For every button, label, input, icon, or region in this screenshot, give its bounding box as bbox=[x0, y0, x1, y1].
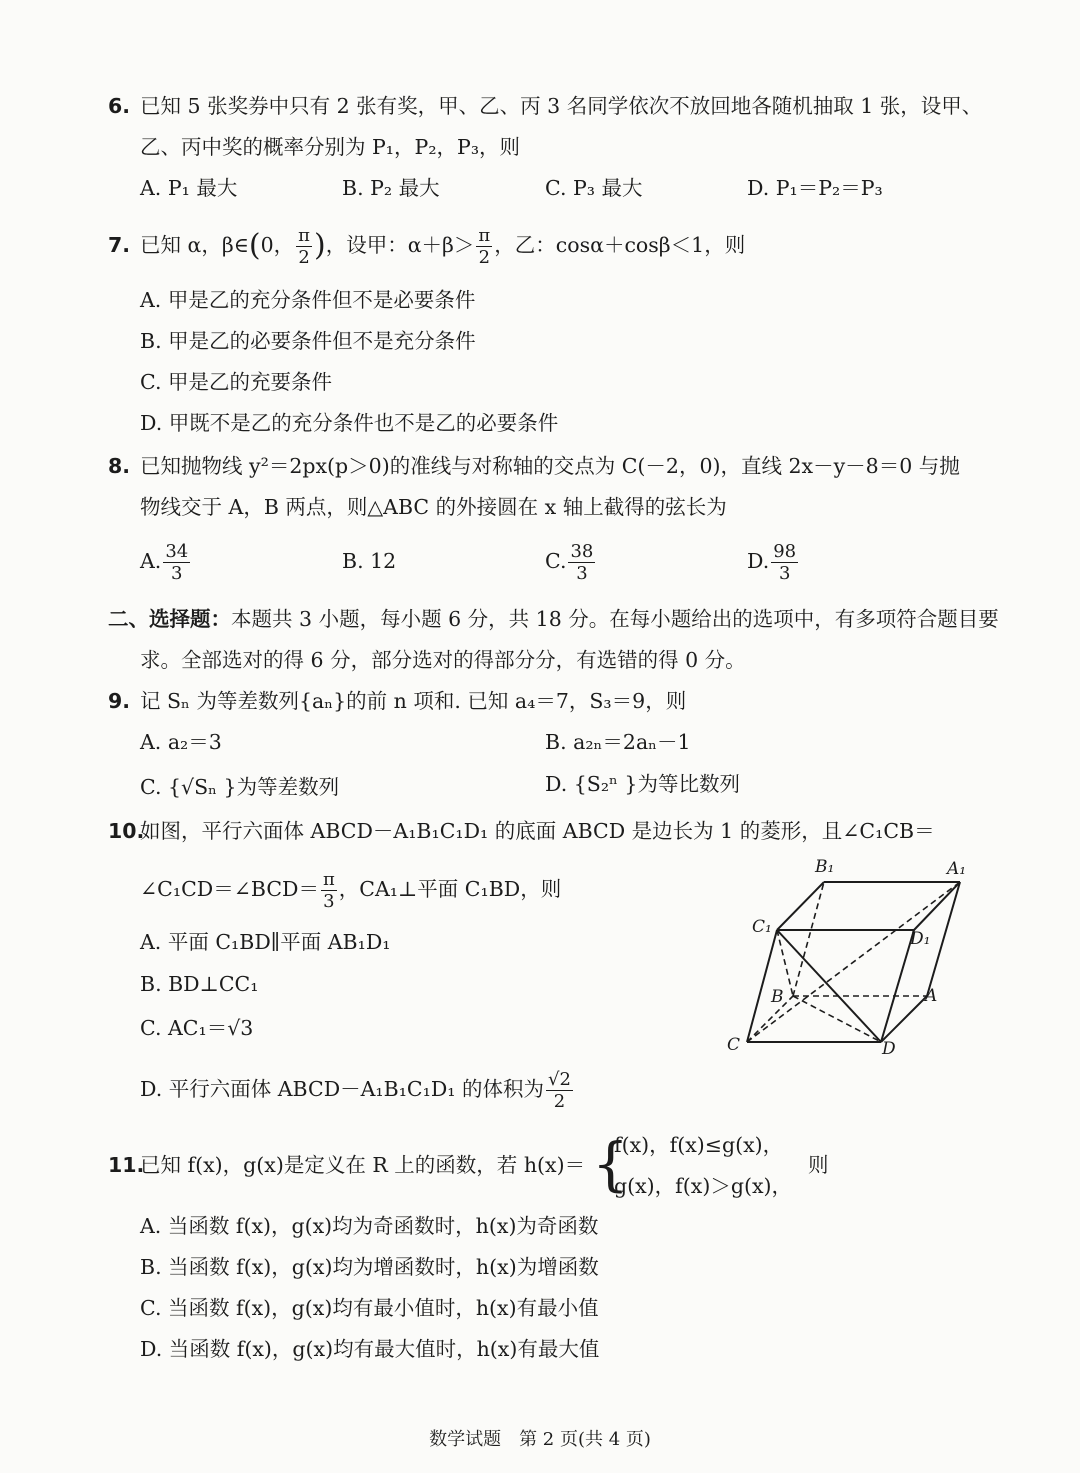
q7-option-c: C. 甲是乙的充要条件 bbox=[140, 370, 332, 394]
hidden-segment-b-d bbox=[793, 996, 881, 1042]
q10-option-b: B. BD⊥CC₁ bbox=[140, 972, 259, 996]
q11-stem-post: 则 bbox=[808, 1153, 829, 1177]
hidden-segment-c-a1 bbox=[747, 882, 960, 1042]
q11-number: 11. bbox=[108, 1153, 145, 1177]
q6-option-a: A. P₁ 最大 bbox=[140, 176, 238, 200]
q10-stem-line1: 如图，平行六面体 ABCD－A₁B₁C₁D₁ 的底面 ABCD 是边长为 1 的菱形，且∠C₁CB＝ bbox=[140, 819, 935, 843]
q8-option-c: C. $\frac{38}{3}$ bbox=[545, 540, 594, 584]
q6-number: 6. bbox=[108, 94, 131, 118]
q8-option-a: A. $\frac{34}{3}$ bbox=[140, 540, 189, 584]
q11-option-a: A. 当函数 f(x)，g(x)均为奇函数时，h(x)为奇函数 bbox=[140, 1214, 599, 1238]
label-a: A bbox=[925, 986, 938, 1006]
label-a1: A₁ bbox=[947, 859, 967, 879]
q7-interval-open: ( bbox=[248, 228, 261, 263]
q10-fraction-pi-over-3: $\frac{\pi}{3}$ bbox=[322, 868, 335, 912]
q11-option-d: D. 当函数 f(x)，g(x)均有最大值时，h(x)有最大值 bbox=[140, 1337, 600, 1361]
label-d: D bbox=[882, 1039, 896, 1059]
q7-option-d: D. 甲既不是乙的充分条件也不是乙的必要条件 bbox=[140, 411, 559, 435]
q9-option-b: B. a₂ₙ＝2aₙ－1 bbox=[545, 730, 691, 754]
page-footer: 数学试题 第 2 页(共 4 页) bbox=[429, 1429, 651, 1450]
label-b: B bbox=[771, 987, 784, 1007]
q11-option-b: B. 当函数 f(x)，g(x)均为增函数时，h(x)为增函数 bbox=[140, 1255, 599, 1279]
q7-stem-mid: ，设甲：α＋β＞ bbox=[325, 233, 475, 257]
q11-stem-pre: 已知 f(x)，g(x)是定义在 R 上的函数，若 h(x)＝ bbox=[140, 1153, 586, 1177]
edge-c-c1 bbox=[747, 930, 777, 1042]
q8-number: 8. bbox=[108, 454, 131, 478]
q8-stem-line2: 物线交于 A，B 两点，则△ABC 的外接圆在 x 轴上截得的弦长为 bbox=[140, 495, 727, 519]
label-c1: C₁ bbox=[752, 917, 772, 937]
segment-c1-d bbox=[777, 930, 881, 1042]
q6-stem-line2: 乙、丙中奖的概率分别为 P₁，P₂，P₃，则 bbox=[140, 135, 521, 159]
q10-option-d: D. 平行六面体 ABCD－A₁B₁C₁D₁ 的体积为 $\frac{√2}{2}$ bbox=[140, 1068, 571, 1112]
q7-stem-pre: 已知 α，β∈ bbox=[140, 233, 249, 257]
q10-stem-line2: ∠C₁CD＝∠BCD＝ $\frac{\pi}{3}$ ，CA₁⊥平面 C₁BD，则 bbox=[140, 868, 562, 912]
q9-option-a: A. a₂＝3 bbox=[140, 730, 222, 754]
q6-stem-line1: 已知 5 张奖券中只有 2 张有奖，甲、乙、丙 3 名同学依次不放回地各随机抽取 1 张，设甲、 bbox=[140, 94, 983, 118]
q7-stem bbox=[140, 226, 745, 267]
label-b1: B₁ bbox=[815, 857, 835, 877]
q9-option-c: C. {√Sₙ }为等差数列 bbox=[140, 775, 340, 799]
parallelepiped-figure bbox=[715, 850, 985, 1060]
label-d1: D₁ bbox=[910, 929, 931, 949]
q9-number: 9. bbox=[108, 689, 131, 713]
q7-number: 7. bbox=[108, 233, 131, 257]
q7-fraction-pi-over-2-b: $\frac{\pi}{2}$ bbox=[478, 224, 491, 268]
section2-line2: 求。全部选对的得 6 分，部分选对的得部分分，有选错的得 0 分。 bbox=[140, 648, 746, 672]
q7-option-a: A. 甲是乙的充分条件但不是必要条件 bbox=[140, 288, 476, 312]
section2-line1: 本题共 3 小题，每小题 6 分，共 18 分。在每小题给出的选项中，有多项符合题目要 bbox=[231, 607, 999, 631]
q10-option-c: C. AC₁＝√3 bbox=[140, 1016, 254, 1040]
q6-option-b: B. P₂ 最大 bbox=[342, 176, 440, 200]
q11-option-c: C. 当函数 f(x)，g(x)均有最小值时，h(x)有最小值 bbox=[140, 1296, 599, 1320]
q6-option-c: C. P₃ 最大 bbox=[545, 176, 643, 200]
q7-option-b: B. 甲是乙的必要条件但不是充分条件 bbox=[140, 329, 476, 353]
q7-interval-zero: 0， bbox=[260, 233, 295, 257]
q9-option-d: D. {S₂ⁿ }为等比数列 bbox=[545, 772, 740, 796]
q8-option-d: D. $\frac{98}{3}$ bbox=[747, 540, 797, 584]
q7-fraction-pi-over-2: $\frac{\pi}{2}$ bbox=[298, 224, 310, 268]
q8-stem-line1: 已知抛物线 y²＝2px(p＞0)的准线与对称轴的交点为 C(－2，0)，直线 2x－y－8＝0 与抛 bbox=[140, 454, 960, 478]
q11-piecewise-brace: { bbox=[592, 1130, 629, 1198]
q8-option-b: B. 12 bbox=[342, 549, 397, 573]
q10-option-a: A. 平面 C₁BD∥平面 AB₁D₁ bbox=[140, 930, 391, 954]
q7-interval-close: ) bbox=[314, 228, 326, 263]
section2-title: 二、选择题： bbox=[108, 607, 231, 631]
q11-case2: g(x)，f(x)＞g(x)， bbox=[614, 1174, 793, 1198]
q11-case1: f(x)，f(x)≤g(x)， bbox=[614, 1133, 784, 1157]
section2-heading bbox=[108, 605, 999, 633]
q10-number: 10. bbox=[108, 819, 145, 843]
q7-stem-post: ，乙：cosα＋cosβ＜1，则 bbox=[494, 233, 746, 257]
label-c: C bbox=[727, 1035, 741, 1055]
q9-stem: 记 Sₙ 为等差数列{aₙ}的前 n 项和. 已知 a₄＝7，S₃＝9，则 bbox=[140, 689, 687, 713]
q6-option-d: D. P₁＝P₂＝P₃ bbox=[747, 176, 883, 200]
